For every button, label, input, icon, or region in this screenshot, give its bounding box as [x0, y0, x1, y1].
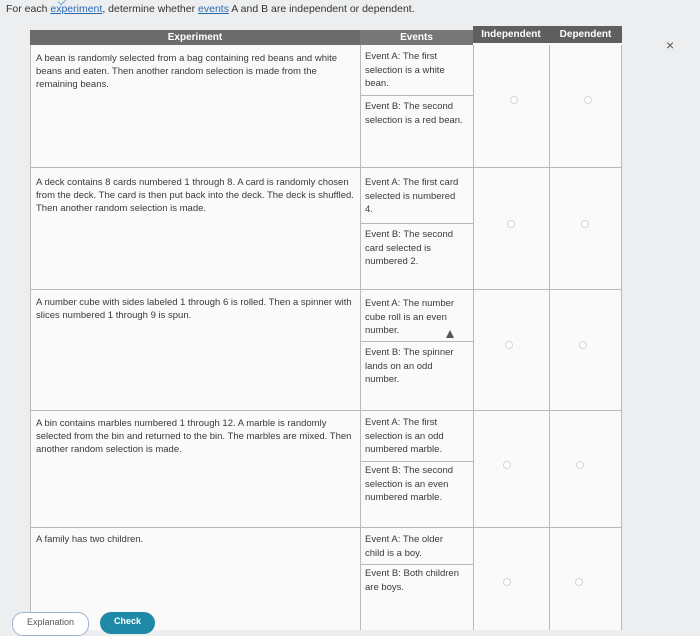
- dependent-radio[interactable]: [575, 578, 583, 586]
- check-button[interactable]: Check: [100, 612, 155, 634]
- row-divider: [30, 527, 622, 528]
- dependent-radio[interactable]: [584, 96, 592, 104]
- dependent-radio[interactable]: [579, 341, 587, 349]
- event-divider: [360, 564, 473, 565]
- event-a-text: Event A: The first card selected is numbered 4.: [365, 177, 459, 215]
- event-b-text: Event B: The second selection is a red bean.: [365, 101, 463, 126]
- events-table: [30, 30, 622, 630]
- column-divider: [549, 45, 550, 630]
- column-divider: [473, 45, 474, 630]
- experiment-text: A bin contains marbles numbered 1 through 12. A marble is randomly selected from the bin and returned to the bin. The marbles are mixed. Then another random selection is made.: [36, 418, 352, 455]
- mouse-pointer-icon: [446, 330, 454, 338]
- event-a-text: Event A: The first selection is a white bean.: [365, 51, 445, 89]
- event-b-text: Event B: The second selection is an even numbered marble.: [365, 465, 454, 503]
- header-dependent: Dependent: [549, 26, 622, 43]
- instructions-text-2: , determine whether: [102, 3, 199, 15]
- experiment-text: A bean is randomly selected from a bag containing red beans and white beans and eaten. Then another random selection is made from the remaining beans.: [36, 53, 338, 90]
- event-a-text: Event A: The number cube roll is an even number.: [365, 298, 455, 336]
- table-border-left: [30, 45, 31, 630]
- event-divider: [360, 461, 473, 462]
- table-border-right: [621, 45, 622, 630]
- experiment-text: A family has two children.: [36, 534, 144, 545]
- independent-radio[interactable]: [505, 341, 513, 349]
- independent-radio[interactable]: [510, 96, 518, 104]
- experiment-text: A number cube with sides labeled 1 through 6 is rolled. Then a spinner with slices numbered 1 through 9 is spun.: [36, 297, 352, 321]
- event-a-text: Event A: The first selection is an odd numbered marble.: [365, 417, 444, 455]
- row-divider: [30, 410, 622, 411]
- header-experiment: Experiment: [30, 30, 360, 45]
- events-link[interactable]: events: [198, 3, 229, 15]
- experiment-link[interactable]: experiment: [50, 3, 103, 15]
- independent-radio[interactable]: [507, 220, 515, 228]
- event-b-text: Event B: The spinner lands on an odd number.: [365, 347, 454, 385]
- header-events: Events: [360, 30, 473, 45]
- header-independent: Independent: [473, 26, 549, 43]
- event-b-text: Event B: The second card selected is numbered 2.: [365, 229, 454, 267]
- explanation-button[interactable]: Explanation: [12, 612, 89, 636]
- close-icon[interactable]: ×: [666, 37, 675, 53]
- independent-radio[interactable]: [503, 578, 511, 586]
- column-divider: [360, 45, 361, 630]
- instructions: [6, 3, 415, 15]
- experiment-text: A deck contains 8 cards numbered 1 through 8. A card is randomly chosen from the deck. The card is then put back into the deck. The deck is shuffled. Then another random selection is made.: [36, 177, 354, 214]
- row-divider: [30, 167, 622, 168]
- event-divider: [360, 341, 473, 342]
- row-divider: [30, 289, 622, 290]
- dependent-radio[interactable]: [581, 220, 589, 228]
- independent-radio[interactable]: [503, 461, 511, 469]
- event-b-text: Event B: Both children are boys.: [365, 568, 459, 593]
- event-divider: [360, 95, 473, 96]
- instructions-text-3: A and B are independent or dependent.: [228, 3, 415, 15]
- event-a-text: Event A: The older child is a boy.: [365, 534, 443, 559]
- event-divider: [360, 223, 473, 224]
- instructions-text: For each: [6, 3, 51, 15]
- dependent-radio[interactable]: [576, 461, 584, 469]
